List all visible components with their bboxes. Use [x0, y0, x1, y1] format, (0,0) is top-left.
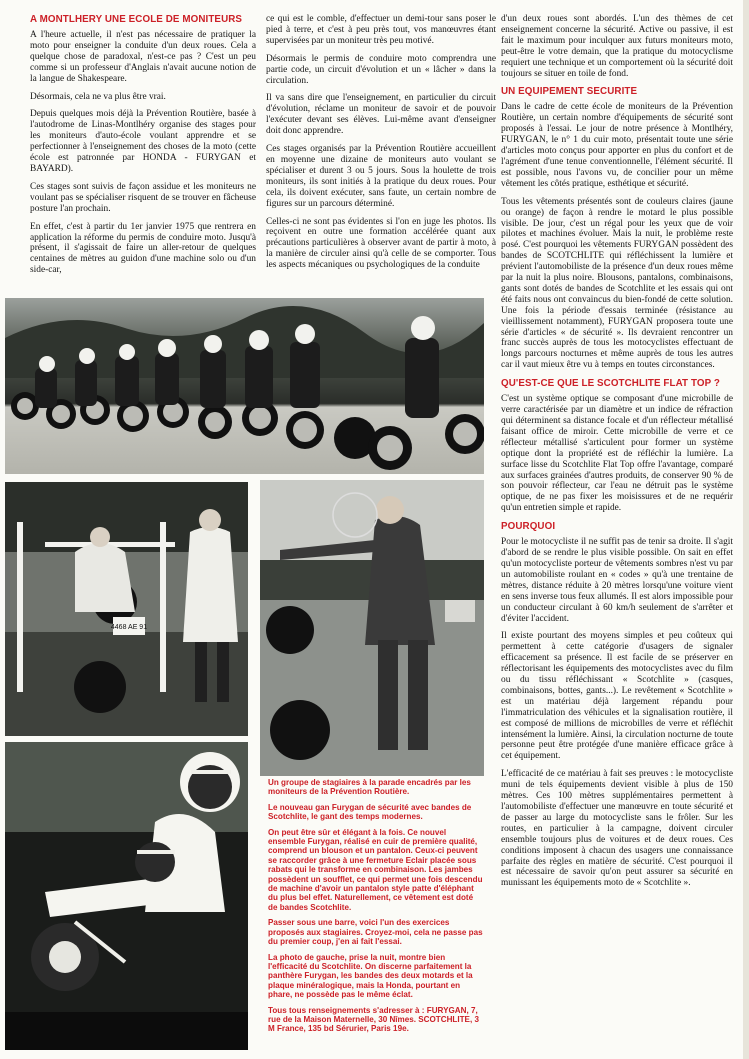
photo-night-scotchlite	[5, 742, 248, 1050]
photo-captions	[268, 778, 484, 1040]
paragraph: Ces stages organisés par la Prévention Routière accueillent en moyenne une dizaine de moniteurs auto voulant se spécialiser et durent 3 ou 5 jours. Sous la houlette de trois moniteurs, ils sont initiés à la pratique du deux roues. Pour cela, ils doivent exécuter, sans faute, un certain nombre de figures sur un parcours déterminé.	[266, 144, 496, 209]
column-1	[30, 14, 256, 283]
paragraph: Il existe pourtant des moyens simples et peu coûteux qui permettent à cette catégorie d'usagers de signaler efficacement sa présence. Il est facile de se préserver en réflectorisant les équipements des motocyclistes avec du film ou du tissu réfléchissant « Scotchlite » (casques, combinaisons, bottes, gants...). Le revêtement « Scotchlite » est un matériau déjà largement répandu pour l'immatriculation des véhicules et la signalisation routière, il est composé de millions de microbilles de verre et réfléchit intensément la lumière. Ainsi, la circulation nocturne de toute personne peut être protégée d'une manière efficace grâce à cet équipement.	[501, 631, 733, 762]
section-heading-equipement: UN EQUIPEMENT SECURITE	[501, 86, 638, 98]
paragraph: C'est un système optique se composant d'une microbille de verre caractérisée par un diamètre et un indice de réfraction qui déterminent sa distance focale et d'un réflecteur métallisé faisant office de miroir. Cette microbille de verre et ce réflecteur métallisé s'articulent pour former un système optique dont la propriété est de réfléchir la lumière. La surface lisse du Scotchlite Flat Top offre l'avantage, comparé aux surfaces grainées d'autres produits, de conserver 90 % de son pouvoir réflecteur, car l'eau ne détruit pas le système optique, de ne pas fixer les moisissures et de ne requérir qu'un entretien simple et rapide.	[501, 394, 733, 514]
page-edge	[743, 0, 749, 1059]
section-heading-pourquoi: POURQUOI	[501, 521, 556, 533]
section-heading-scotchlite: QU'EST-CE QUE LE SCOTCHLITE FLAT TOP ?	[501, 378, 720, 390]
column-2	[266, 14, 496, 278]
caption: On peut être sûr et élégant à la fois. Ce nouvel ensemble Furygan, réalisé en cuir de première qualité, comprend un blouson et un pantalon. Ceux-ci peuvent se raccorder grâce à une fermeture Eclair placée sous rabats qui le transforme en combinaison. Les jambes possèdent un soufflet, ce qui permet une fois descendu de machine d'avoir un pantalon style patte d'éléphant du plus bel effet. Naturellement, ce vêtement est doté de bandes Scotchlite.	[268, 827, 483, 912]
paragraph: Depuis quelques mois déjà la Prévention Routière, basée à l'autodrome de Linas-Montlhéry organise des stages pour les moniteurs d'auto-école voulant apprendre et se perfectionner à l'enseignement des choses de la moto (cette école est patronnée par HONDA - FURYGAN et BAYARD).	[30, 109, 256, 174]
paragraph: L'efficacité de ce matériau à fait ses preuves : le motocycliste muni de tels équipements devient visible à plus de 150 mètres. Ces 100 mètres supplémentaires permettent à l'automobiliste d'effectuer une manœuvre en toute sécurité et de passer au large du motocycliste sans le frôler. Sur les routes, en particulier à la campagne, doivent circuler ensemble toujours plus de voitures et de deux roues. Ces conditions imposent à chacun des usagers une connaissance parfaite des règles en matière de sécurité. C'est pourquoi il est nécessaire de savoir qu'on peut assurer sa sécurité en munissant les équipements moto de « Scotchlite ».	[501, 769, 733, 889]
paragraph: ce qui est le comble, d'effectuer un demi-tour sans poser le pied à terre, et c'est à peu près tout, vos manœuvres étant supervisées par un moniteur très peu motivé.	[266, 14, 496, 46]
photo-furygan-suit	[260, 480, 484, 776]
paragraph: Tous les vêtements présentés sont de couleurs claires (jaune ou orange) de façon à rendre le motard le plus possible visible. De jour, c'est un régal pour les yeux que de voir pilotes et machines évoluer. Mais la nuit, le problème reste posé. C'est pourquoi les vêtements FURYGAN possèdent des bandes de SCOTCHLITE qui réfléchissent la lumière et prévient l'automobiliste de la présence d'un deux roues même par la nuit la plus noire. Blousons, pantalons, combinaisons, gants sont dotés de bandes de Scotchlite et les essais qui ont été faits nous ont convaincus du bien-fondé de cette solution. Une fois la période d'essais terminée (résistance au vieillissement notamment), FURYGAN proposera toute une série d'articles « de sécurité ». Ils devraient rencontrer un franc succès auprès de tous les motocyclistes effectuant de longs parcours nocturnes et même auprès de tous les autres car il vaut mieux être vu à temps en toutes circonstances.	[501, 196, 733, 371]
caption: Le nouveau gan Furygan de sécurité avec bandes de Scotchlite, le gant des temps modernes.	[268, 802, 472, 822]
license-plate: 4468 AE 91	[110, 624, 148, 631]
column-3	[501, 14, 733, 896]
paragraph: Dans le cadre de cette école de moniteurs de la Prévention Routière, un certain nombre d'équipements de sécurité sont proposés à l'essai. Le jour de notre présence à Montlhéry, FURYGAN, le n° 1 du cuir moto, présentait toute une série d'articles moto conçus pour apporter en plus du confort et de l'agrément d'une tenue conventionnelle, l'élément sécurité. Il est possible, nous l'avons vu, de concilier pour un même vêtement les côtés pratique, esthétique et sécurité.	[501, 102, 733, 189]
caption: Tous tous renseignements s'adresser à : FURYGAN, 7, rue de la Maison Maternelle, 30 Nîmes. SCOTCHLITE, 3 M France, 135 bd Sérurier, Paris 19e.	[268, 1005, 479, 1034]
section-heading-montlhery: A MONTLHERY UNE ECOLE DE MONITEURS	[30, 14, 243, 25]
paragraph: En effet, c'est à partir du 1er janvier 1975 que rentrera en application la réforme du permis de conduire moto. Jusqu'à présent, il s'agissait de faire un aller-retour de quelques centaines de mètres au guidon d'une machine solo ou d'un side-car,	[30, 221, 256, 276]
paragraph: Désormais le permis de conduire moto comprendra une partie code, un circuit d'évolution et un « lâcher » dans la circulation.	[266, 53, 496, 86]
paragraph: A l'heure actuelle, il n'est pas nécessaire de pratiquer la moto pour enseigner la conduite d'un deux roues. Cela a quelque chose de paradoxal, n'est-ce pas ? C'est un peu comme si un professeur d'Anglais n'avait aucune notion de la langue de Shakespeare.	[30, 30, 256, 84]
paragraph: Ces stages sont suivis de façon assidue et les moniteurs ne voulant pas se spécialiser risquent de se trouver en fâcheuse posture l'an prochain.	[30, 181, 256, 214]
paragraph: Il va sans dire que l'enseignement, en particulier du circuit d'évolution, réclame un moniteur de savoir et de pouvoir l'exécuter devant ses élèves. Lui-même avant d'enseigner doit donc apprendre.	[266, 93, 496, 137]
caption: Passer sous une barre, voici l'un des exercices proposés aux stagiaires. Croyez-moi, cela ne passe pas du premier coup, j'en ai fait l'essai.	[268, 918, 483, 947]
caption: La photo de gauche, prise la nuit, montre bien l'efficacité du Scotchlite. On discerne parfaitement la panthère Furygan, les bandes des deux motards et la plaque minéralogique, mais la Honda, pourtant en phare, ne possède pas le même éclat.	[268, 952, 473, 1000]
photo-riders-parade	[5, 298, 484, 474]
paragraph: Désormais, cela ne va plus être vrai.	[30, 91, 166, 102]
paragraph: d'un deux roues sont abordés. L'un des thèmes de cet enseignement concerne la sécurité. Active ou passive, il est fait le maximum pour inculquer aux futurs moniteurs moto, peut-être le votre demain, que la pratique du motocyclisme requiert une technique et un comportement où la sécurité doit toujours se situer en toile de fond.	[501, 14, 733, 79]
photo-barrier-exercise	[5, 482, 248, 736]
paragraph: Pour le motocycliste il ne suffit pas de tenir sa droite. Il s'agit d'abord de se rendre le plus visible possible. On sait en effet qu'un motocycliste porteur de vêtements sombres n'est vu par un automobiliste roulant en « codes » qu'à une trentaine de mètres, distance réduite à 20 mètres lorsqu'une voiture vient en sens inverse tous feux allumés. Il est alors impossible pour un conducteur circulant à 60 km/h seulement de s'arrêter et d'éviter l'accident.	[501, 537, 733, 624]
caption: Un groupe de stagiaires à la parade encadrés par les moniteurs de la Prévention Routière.	[268, 778, 471, 797]
paragraph: Celles-ci ne sont pas évidentes si l'on en juge les photos. Ils reçoivent en outre une formation accélérée quant aux précautions particulières à observer avant de partir à moto, à la manière de circuler ainsi qu'à celle de se comporter. Tous les aspects mécaniques ou psychologiques de la conduite	[266, 216, 496, 271]
